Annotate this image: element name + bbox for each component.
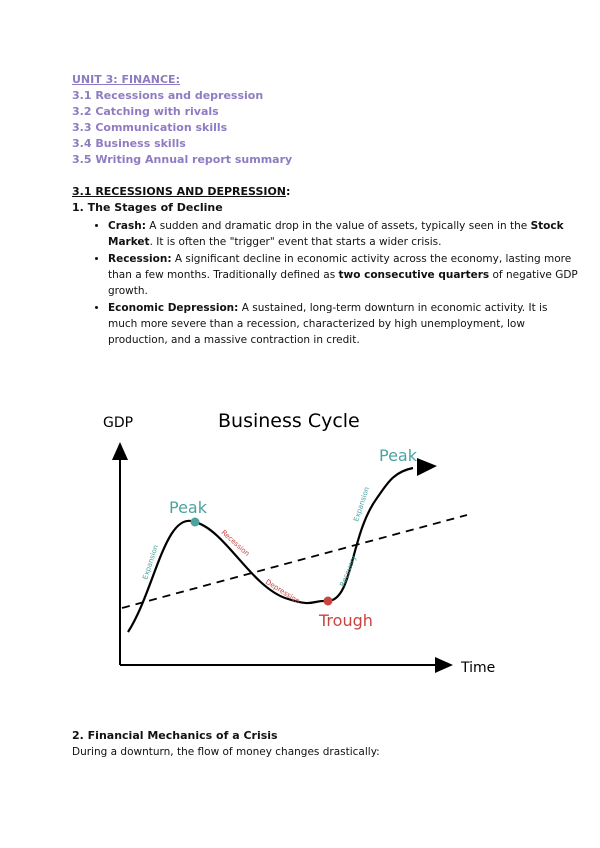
toc-item: 3.3 Communication skills	[72, 121, 228, 134]
bullet-bold: two consecutive quarters	[338, 269, 490, 281]
section-heading-suffix: :	[286, 185, 291, 198]
toc-title: UNIT 3: FINANCE:	[72, 73, 180, 86]
bullet-item	[108, 300, 578, 348]
bullet-term: Economic Depression:	[108, 302, 239, 314]
bullet-term: Crash:	[108, 220, 146, 232]
peak-point	[191, 518, 200, 527]
y-axis-arrow-icon	[112, 442, 128, 460]
toc-item: 3.1 Recessions and depression	[72, 89, 264, 102]
bullet-text: . It is often the "trigger" event that starts a wider crisis.	[149, 236, 442, 248]
bullet-item	[108, 218, 578, 250]
trough-point	[324, 597, 333, 606]
bullet-bold: Stock Market	[108, 220, 564, 248]
toc-item: 3.4 Business skills	[72, 137, 186, 150]
diagram-title: Business Cycle	[218, 410, 360, 432]
toc-item: 3.5 Writing Annual report summary	[72, 153, 293, 166]
bullet-item	[108, 251, 578, 299]
section-heading-text: 3.1 RECESSIONS AND DEPRESSION	[72, 185, 287, 198]
y-axis-label: GDP	[103, 415, 134, 431]
phase-label-recession: Recession	[219, 528, 252, 558]
bullet-list	[72, 218, 578, 349]
toc-item: 3.2 Catching with rivals	[72, 105, 219, 118]
phase-label-expansion: Expansion	[141, 543, 161, 581]
table-of-contents	[72, 72, 292, 168]
phase-label-depression: Depression	[263, 577, 302, 606]
bullet-text: A sustained, long-term downturn in economic activity. It is much more severe than a recession, characterized by high unemployment, low production, and a massive contraction in credit.	[108, 302, 548, 346]
phase-label-recovery: Recovery	[338, 554, 359, 588]
bullet-text: of negative GDP growth.	[108, 269, 578, 297]
bullet-text: A significant decline in economic activity across the economy, lasting more than a few months. Traditionally defined as	[108, 253, 572, 281]
bullet-text: A sudden and dramatic drop in the value of assets, typically seen in the	[145, 220, 531, 232]
phase-label-expansion: Expansion	[352, 485, 372, 523]
trough-label: Trough	[319, 611, 373, 630]
cycle-curve	[128, 468, 413, 632]
x-axis-arrow-icon	[435, 657, 453, 673]
business-cycle-diagram	[95, 400, 515, 690]
section-2-heading: 2. Financial Mechanics of a Crisis	[72, 729, 278, 742]
curve-arrow-icon	[417, 458, 437, 476]
subheading: 1. The Stages of Decline	[72, 201, 223, 214]
bullet-term: Recession:	[108, 253, 172, 265]
peak-label: Peak	[379, 446, 417, 465]
peak-label: Peak	[169, 498, 207, 517]
section-heading	[72, 184, 290, 200]
section-2-body: During a downturn, the flow of money changes drastically:	[72, 746, 380, 758]
x-axis-label: Time	[461, 660, 496, 676]
